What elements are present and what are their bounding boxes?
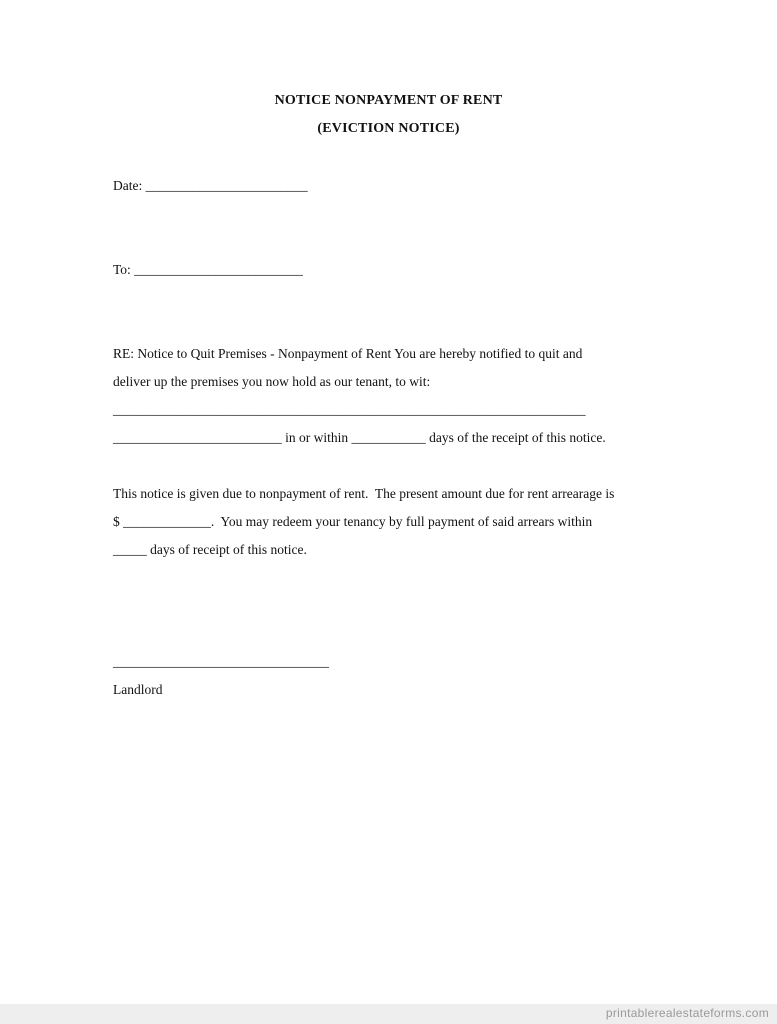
premises-blank-line: ______________________________________________________________________ xyxy=(113,402,586,417)
body-line: deliver up the premises you now hold as our tenant, to wit: xyxy=(113,374,431,389)
footer-bar xyxy=(0,1004,777,1024)
date-field: Date: ________________________ xyxy=(113,178,308,193)
arrears-line: $ _____________. You may redeem your tenancy by full payment of said arrears within xyxy=(113,514,593,529)
arrears-line: _____ days of receipt of this notice. xyxy=(113,542,307,557)
document-subtitle: (EVICTION NOTICE) xyxy=(317,121,460,136)
arrears-line: This notice is given due to nonpayment of rent. The present amount due for rent arrearage is xyxy=(113,486,615,501)
body-line: RE: Notice to Quit Premises - Nonpayment of Rent You are hereby notified to quit and xyxy=(113,346,583,361)
signature-label: Landlord xyxy=(113,682,163,697)
document-title: NOTICE NONPAYMENT OF RENT xyxy=(274,93,503,108)
signature-line: ________________________________ xyxy=(113,654,329,669)
to-field: To: _________________________ xyxy=(113,262,303,277)
body-line: _________________________ in or within ___________ days of the receipt of this notice. xyxy=(113,430,606,445)
watermark-text: printablerealestateforms.com xyxy=(605,1006,769,1020)
